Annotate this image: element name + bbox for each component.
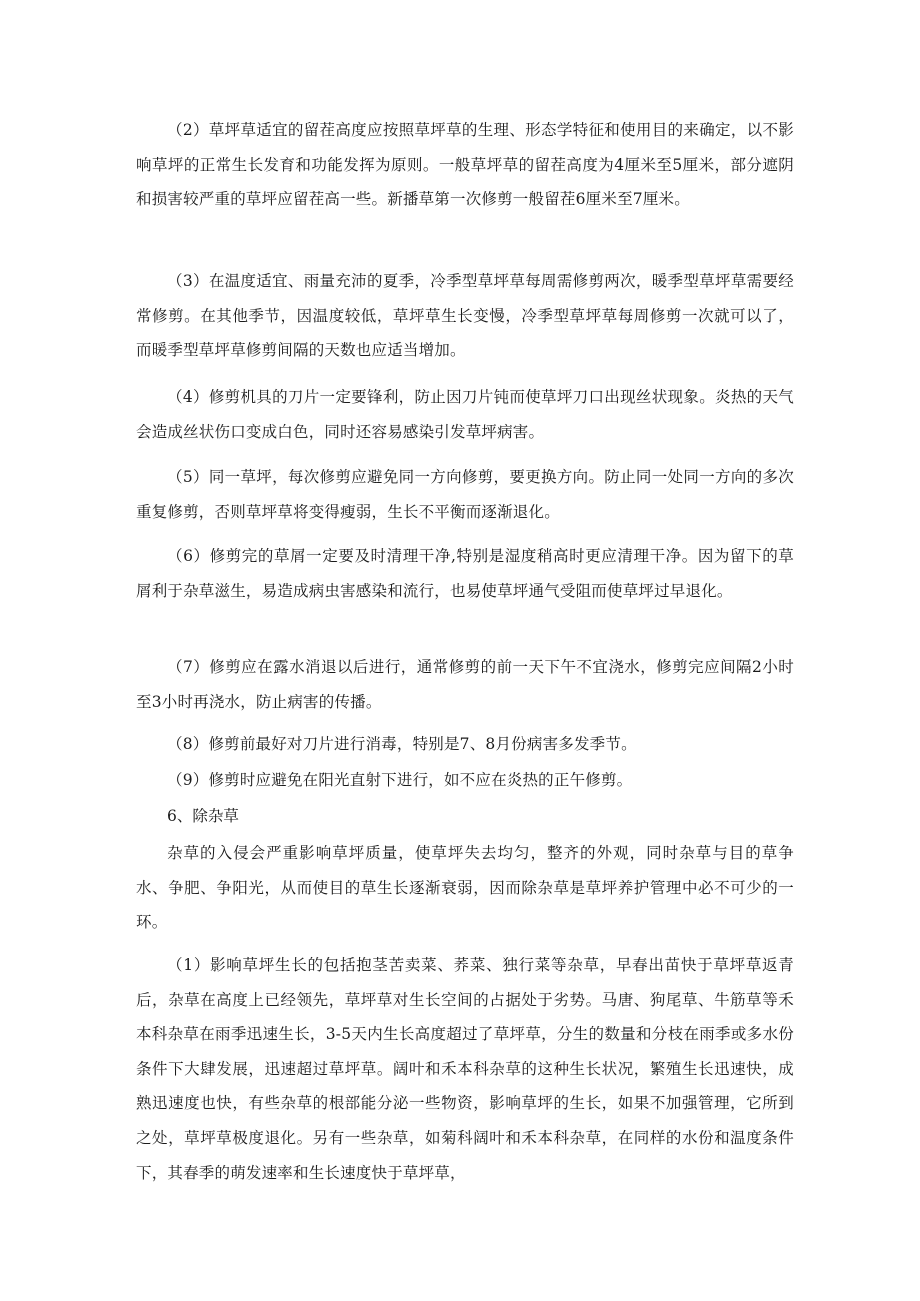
paragraph-mowing-height: （2）草坪草适宜的留茬高度应按照草坪草的生理、形态学特征和使用目的来确定，以不影响草坪的正常生长发育和功能发挥为原则。一般草坪草的留茬高度为4厘米至5厘米，部分遮阴和损害较严重的草坪应留茬高一些。新播草第一次修剪一般留茬6厘米至7厘米。 bbox=[136, 121, 794, 209]
paragraph-blade-sharpness: （4）修剪机具的刀片一定要锋利，防止因刀片钝而使草坪刀口出现丝状现象。炎热的天气会造成丝状伤口变成白色，同时还容易感染引发草坪病害。 bbox=[136, 388, 794, 441]
paragraph-clipping-cleanup: （6）修剪完的草屑一定要及时清理干净,特别是湿度稍高时更应清理干净。因为留下的草屑利于杂草滋生，易造成病虫害感染和流行，也易使草坪通气受阻而使草坪过早退化。 bbox=[136, 547, 794, 600]
paragraph-dew-watering: （7）修剪应在露水消退以后进行，通常修剪的前一天下午不宜浇水，修剪完应间隔2小时至3小时再浇水，防止病害的传播。 bbox=[136, 658, 794, 711]
paragraph-mowing-frequency: （3）在温度适宜、雨量充沛的夏季，冷季型草坪草每周需修剪两次，暖季型草坪草需要经常修剪。在其他季节，因温度较低，草坪草生长变慢，冷季型草坪草每周修剪一次就可以了，而暖季型草坪草修剪间隔的天数也应适当增加。 bbox=[136, 272, 794, 360]
paragraph-mowing-direction: （5）同一草坪，每次修剪应避免同一方向修剪，要更换方向。防止同一处同一方向的多次重复修剪，否则草坪草将变得瘦弱，生长不平衡而逐渐退化。 bbox=[136, 468, 794, 521]
paragraph-blade-disinfection: （8）修剪前最好对刀片进行消毒，特别是7、8月份病害多发季节。 bbox=[167, 735, 637, 753]
paragraph-weed-intro: 杂草的入侵会严重影响草坪质量，使草坪失去均匀，整齐的外观，同时杂草与目的草争水、争肥、争阳光，从而使目的草生长逐渐衰弱，因而除杂草是草坪养护管理中必不可少的一环。 bbox=[136, 844, 794, 932]
paragraph-avoid-sunlight: （9）修剪时应避免在阳光直射下进行，如不应在炎热的正午修剪。 bbox=[167, 771, 633, 789]
section-heading-weeding: 6、除杂草 bbox=[167, 807, 239, 825]
paragraph-weed-impact: （1）影响草坪生长的包括抱茎苦卖菜、荞菜、独行菜等杂草，早春出苗快于草坪草返青后，杂草在高度上已经领先，草坪草对生长空间的占据处于劣势。马唐、狗尾草、牛筋草等禾本科杂草在雨季迅速生长，3-5天内生长高度超过了草坪草，分生的数量和分枝在雨季或多水份条件下大肆发展，迅速超过草坪草。阔叶和禾本科杂草的这种生长状况，繁殖生长迅速快，成熟迅速度也快，有些杂草的根部能分泌一些物资，影响草坪的生长，如果不加强管理，它所到之处，草坪草极度退化。另有一些杂草，如菊科阔叶和禾本科杂草，在同样的水份和温度条件下，其春季的萌发速率和生长速度快于草坪草， bbox=[136, 956, 794, 1182]
